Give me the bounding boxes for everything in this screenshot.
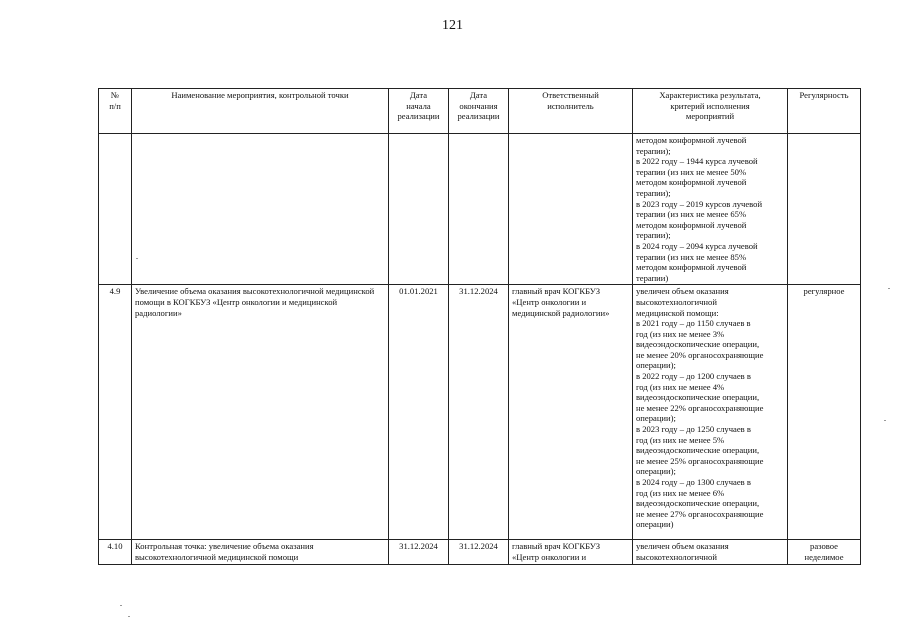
row-end-date: 31.12.2024	[449, 285, 509, 540]
activities-table	[98, 88, 861, 565]
row-name: Увеличение объема оказания высокотехнологичной медицинской помощи в КОГКБУЗ «Центр онкологии и медицинской радиологии»	[132, 285, 389, 540]
row-num	[99, 134, 132, 285]
header-num: № п/п	[99, 89, 132, 134]
row-num: 4.9	[99, 285, 132, 540]
row-responsible	[509, 134, 633, 285]
row-regularity: регулярное	[788, 285, 861, 540]
scan-speck	[128, 616, 130, 617]
row-start-date: 01.01.2021	[389, 285, 449, 540]
scan-speck	[136, 258, 138, 259]
row-result: увеличен объем оказания высокотехнологичной	[633, 540, 788, 564]
row-end-date: 31.12.2024	[449, 540, 509, 564]
row-responsible: главный врач КОГКБУЗ «Центр онкологии и медицинской радиологии»	[509, 285, 633, 540]
row-start-date: 31.12.2024	[389, 540, 449, 564]
header-result: Характеристика результата, критерий исполнения мероприятий	[633, 89, 788, 134]
table-header-row	[99, 89, 861, 134]
header-responsible: Ответственный исполнитель	[509, 89, 633, 134]
row-name	[132, 134, 389, 285]
row-result: методом конформной лучевой терапии); в 2022 году – 1944 курса лучевой терапии (из них не менее 50% методом конформной лучевой терапии); в 2023 году – 2019 курсов лучевой терапии (из них не менее 65% методом конформной лучевой терапии); в 2024 году – 2094 курса лучевой терапии (из них не менее 85% методом конформной лучевой терапии)	[633, 134, 788, 285]
row-end-date	[449, 134, 509, 285]
page-number: 121	[442, 18, 463, 33]
table-row	[99, 540, 861, 564]
table-row	[99, 134, 861, 285]
row-num: 4.10	[99, 540, 132, 564]
scan-speck	[888, 288, 890, 289]
header-end-date: Дата окончания реализации	[449, 89, 509, 134]
header-regularity: Регулярность	[788, 89, 861, 134]
row-start-date	[389, 134, 449, 285]
row-responsible: главный врач КОГКБУЗ «Центр онкологии и	[509, 540, 633, 564]
row-name: Контрольная точка: увеличение объема оказания высокотехнологичной медицинской помощи	[132, 540, 389, 564]
row-result: увеличен объем оказания высокотехнологичной медицинской помощи: в 2021 году – до 1150 случаев в год (из них не менее 3% видеоэндоскопические операции, не менее 20% органосохраняющие операции); в 2022 году – до 1200 случаев в год (из них не менее 4% видеоэндоскопические операции, не менее 22% органосохраняющие операции); в 2023 году – до 1250 случаев в год (из них не менее 5% видеоэндоскопические операции, не менее 25% органосохраняющие операции); в 2024 году – до 1300 случаев в год (из них не менее 6% видеоэндоскопические операции, не менее 27% органосохраняющие операции)	[633, 285, 788, 540]
scan-speck	[120, 605, 122, 606]
row-regularity: разовое неделимое	[788, 540, 861, 564]
header-name: Наименование мероприятия, контрольной точки	[132, 89, 389, 134]
table-row	[99, 285, 861, 540]
scan-speck	[884, 420, 886, 421]
header-start-date: Дата начала реализации	[389, 89, 449, 134]
row-regularity	[788, 134, 861, 285]
